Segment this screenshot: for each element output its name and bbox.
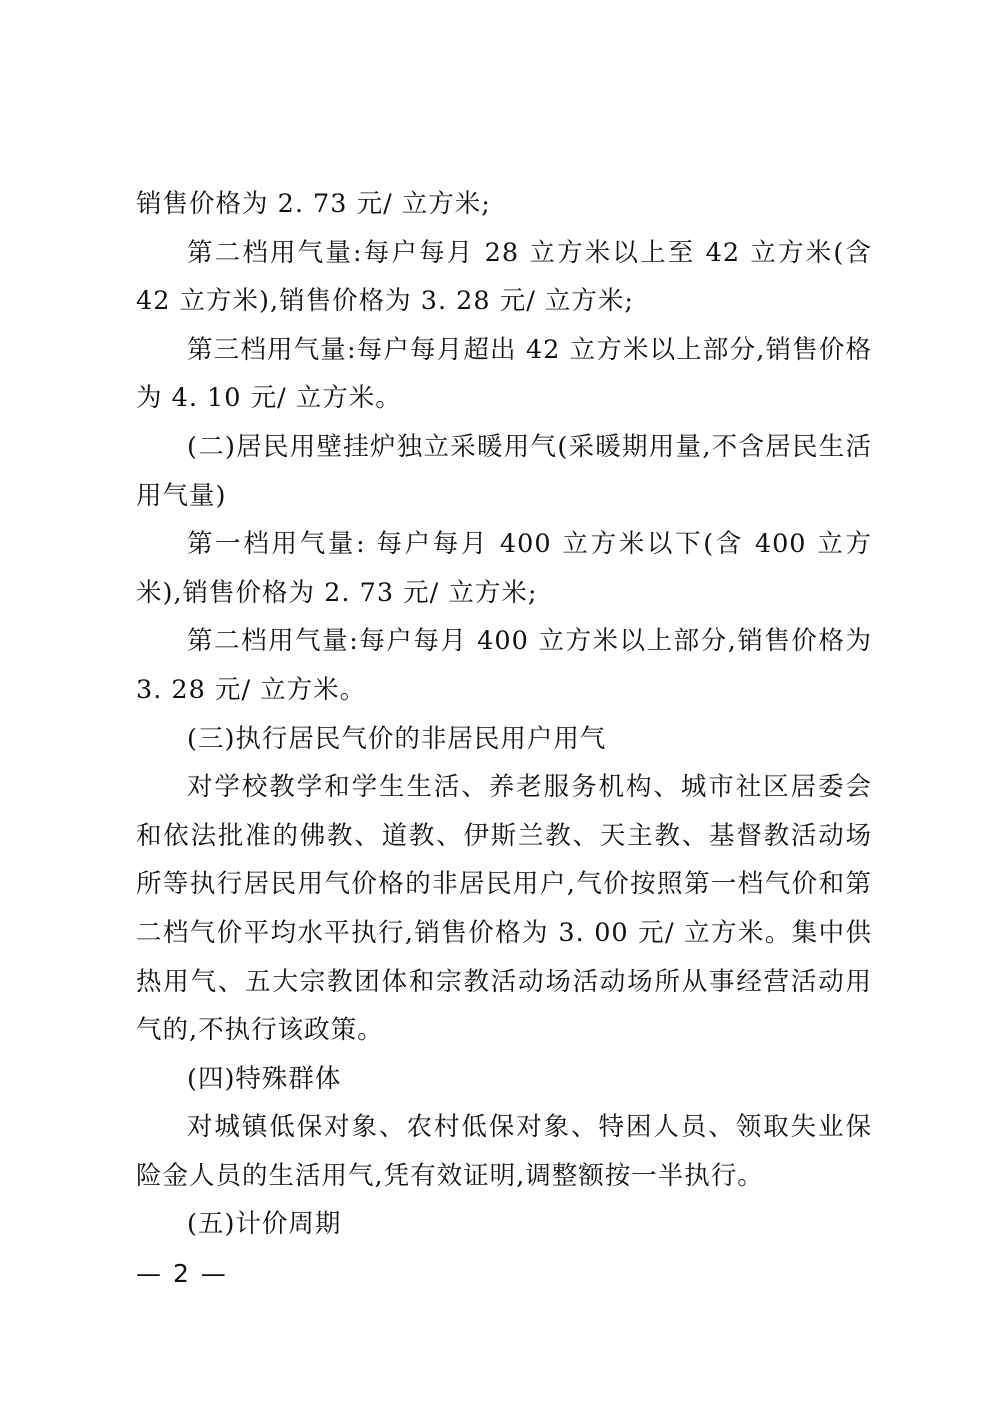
paragraph-price-line: 销售价格为 2. 73 元/ 立方米;: [136, 189, 491, 219]
paragraph-tier-two-usage: 第二档用气量:每户每月 28 立方米以上至 42 立方米(含 42 立方米),销售价格为 3. 28 元/ 立方米;: [136, 237, 873, 317]
section-heading-non-resident: (三)执行居民气价的非居民用户用气: [187, 723, 607, 754]
section-heading-billing-cycle: (五)计价周期: [187, 1209, 342, 1240]
section-heading-special-groups: (四)特殊群体: [187, 1063, 342, 1094]
paragraph-heating-tier-two: 第二档用气量:每户每月 400 立方米以上部分,销售价格为 3. 28 元/ 立方米。: [136, 626, 872, 705]
document-body: [136, 180, 872, 1249]
paragraph-non-resident-users: 对学校教学和学生生活、养老服务机构、城市社区居委会和依法批准的佛教、道教、伊斯兰教、天主教、基督教活动场所等执行居民用气价格的非居民用户,气价按照第一档气价和第二档气价平均水平执行,销售价格为 3. 00 元/ 立方米。集中供热用气、五大宗教团体和宗教活动场活动场所从事经营活动用气的,不执行该政策。: [136, 772, 872, 1046]
page-number: — 2 —: [136, 1259, 228, 1288]
paragraph-special-groups: 对城镇低保对象、农村低保对象、特困人员、领取失业保险金人员的生活用气,凭有效证明,调整额按一半执行。: [136, 1112, 872, 1191]
paragraph-heating-tier-one: 第一档用气量: 每户每月 400 立方米以下(含 400 立方米),销售价格为 2. 73 元/ 立方米;: [136, 529, 872, 608]
paragraph-tier-three-usage: 第三档用气量:每户每月超出 42 立方米以上部分,销售价格为 4. 10 元/ 立方米。: [136, 334, 872, 414]
section-heading-heating: (二)居民用壁挂炉独立采暖用气(采暖期用量,不含居民生活用气量): [136, 431, 872, 511]
